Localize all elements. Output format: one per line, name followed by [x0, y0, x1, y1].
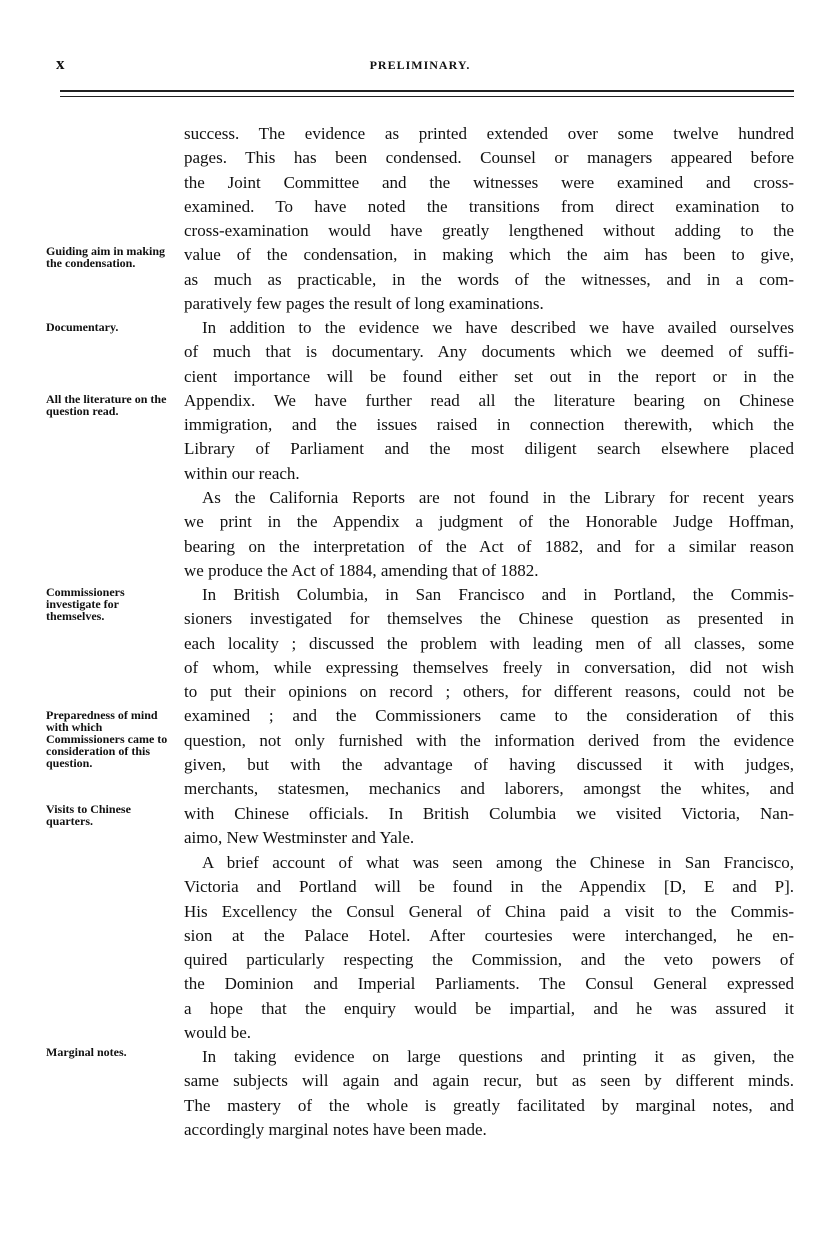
text-line: immigration, and the issues raised in connection therewith, which the — [184, 415, 794, 435]
text-line: examined. To have noted the transitions from direct examination to — [184, 196, 794, 216]
text-line: given, but with the advantage of having discussed it with judges, — [184, 755, 794, 775]
text-line: question, not only furnished with the information derived from the evidence — [184, 730, 794, 750]
text-line: of much that is documentary. Any documents which we deemed of suffi- — [184, 342, 794, 362]
text-line: a hope that the enquiry would be impartial, and he was assured it — [184, 998, 794, 1018]
text-line: of whom, while expressing themselves freely in conversation, did not wish — [184, 657, 794, 677]
paragraph — [184, 583, 794, 850]
text-line: Victoria and Portland will be found in the Appendix [D, E and P]. — [184, 877, 794, 897]
header-rule-thin — [60, 96, 794, 97]
text-line: paratively few pages the result of long examinations. — [184, 294, 544, 314]
text-line: same subjects will again and again recur, but as seen by different minds. — [184, 1071, 794, 1091]
text-line: aimo, New Westminster and Yale. — [184, 827, 415, 847]
margin-note: All the literature on the question read. — [46, 392, 167, 418]
text-line: In addition to the evidence we have described we have availed ourselves — [202, 318, 794, 337]
text-line: quired particularly respecting the Commission, and the veto powers of — [184, 950, 794, 970]
text-line: Appendix. We have further read all the literature bearing on Chinese — [184, 390, 794, 410]
text-line: cross-examination would have greatly lengthened without adding to the — [184, 221, 794, 241]
text-line: each locality ; discussed the problem with leading men of all classes, some — [184, 633, 794, 653]
text-line: value of the condensation, in making which the aim has been to give, — [184, 245, 794, 265]
text-line: In taking evidence on large questions and printing it as given, the — [202, 1047, 794, 1066]
running-head: PRELIMINARY. — [369, 58, 471, 72]
paragraph — [184, 1045, 794, 1142]
text-line: the Joint Committee and the witnesses were examined and cross- — [184, 172, 794, 192]
paragraph — [184, 851, 794, 1045]
text-line: His Excellency the Consul General of China paid a visit to the Commis- — [184, 901, 794, 921]
text-line: within our reach. — [184, 463, 300, 483]
text-line: bearing on the interpretation of the Act of 1882, and for a similar reason — [184, 536, 794, 556]
margin-note: Documentary. — [46, 320, 119, 334]
text-line: cient importance will be found either set out in the report or in the — [184, 366, 794, 386]
text-line: merchants, statesmen, mechanics and laborers, amongst the whites, and — [184, 779, 794, 799]
text-line: as much as practicable, in the words of the witnesses, and in a com- — [184, 269, 794, 289]
margin-note: Preparedness of mind with which Commissioners came to consideration of this question. — [46, 708, 168, 770]
page-number: x — [56, 54, 65, 73]
text-line: examined ; and the Commissioners came to the consideration of this — [184, 706, 794, 726]
margin-note: Marginal notes. — [46, 1045, 127, 1059]
page-header — [40, 54, 800, 80]
margin-note: Guiding aim in making the condensation. — [46, 244, 166, 270]
text-line: pages. This has been condensed. Counsel or managers appeared before — [184, 148, 794, 168]
text-line: accordingly marginal notes have been made. — [184, 1119, 487, 1139]
text-line: sion at the Palace Hotel. After courtesies were interchanged, he en- — [184, 925, 794, 945]
text-line: with Chinese officials. In British Columbia we visited Victoria, Nan- — [184, 803, 794, 823]
text-line: In British Columbia, in San Francisco and in Portland, the Commis- — [202, 585, 794, 604]
paragraph — [184, 486, 794, 583]
text-line: A brief account of what was seen among the Chinese in San Francisco, — [202, 853, 794, 872]
text-line: to put their opinions on record ; others, for different reasons, could not be — [184, 682, 794, 702]
margin-note: Visits to Chinese quarters. — [46, 802, 131, 828]
text-line: we produce the Act of 1884, amending that of 1882. — [184, 560, 539, 580]
text-line: we print in the Appendix a judgment of the Honorable Judge Hoffman, — [184, 512, 794, 532]
text-line: sioners investigated for themselves the Chinese question as presented in — [184, 609, 794, 629]
text-line: success. The evidence as printed extended over some twelve hundred — [184, 124, 794, 143]
text-line: As the California Reports are not found in the Library for recent years — [202, 488, 794, 507]
text-line: would be. — [184, 1023, 252, 1043]
text-line: Library of Parliament and the most diligent search elsewhere placed — [184, 439, 794, 459]
margin-note: Commissioners investigate for themselves. — [46, 585, 125, 623]
header-rule-thick — [60, 90, 794, 92]
paragraph — [184, 316, 794, 486]
text-line: The mastery of the whole is greatly facilitated by marginal notes, and — [184, 1095, 794, 1115]
paragraph — [184, 122, 794, 316]
text-line: the Dominion and Imperial Parliaments. The Consul General expressed — [184, 974, 794, 994]
